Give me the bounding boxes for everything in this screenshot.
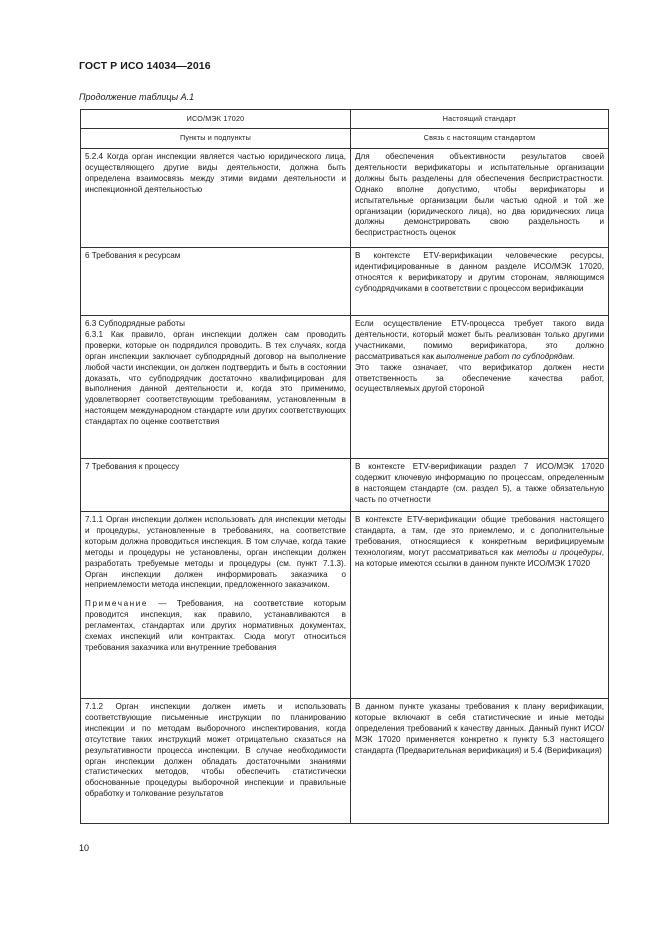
table-row — [81, 699, 609, 824]
cell-text — [355, 319, 604, 363]
note-label: Примечание — [85, 599, 149, 609]
document-title: ГОСТ Р ИСО 14034—2016 — [79, 60, 211, 72]
cell-text-emphasis: выполнение работ по субподрядам. — [436, 351, 575, 361]
row-right-7 — [351, 459, 609, 512]
cell-text: В данном пункте указаны требования к плану верификации, которые включают в себя статистические и иные методы определения требований к качеству данных. Данный пункт ИСО/МЭК 17020 применяется конкретно к пункту 5.3 настоящего стандарта (Предварительная верификация) и 5.4 (Верификация) — [355, 702, 604, 755]
cell-text-part: , на которые имеются ссылки в данном пункте ИСО/МЭК 17020 — [355, 547, 604, 568]
table-row — [81, 512, 609, 699]
row-left-5-2-4 — [81, 149, 351, 248]
table-subheader-row — [81, 129, 609, 149]
table-row — [81, 316, 609, 459]
cell-text: 5.2.4 Когда орган инспекции является частью юридического лица, осуществляющего другие виды деятельности, должна быть определена взаимосвязь между этими видами деятельности и инспекционной деятельностью — [85, 152, 346, 194]
page-number: 10 — [79, 843, 90, 853]
cell-text — [355, 515, 604, 570]
row-right-7-1-1 — [351, 512, 609, 699]
table-row — [81, 459, 609, 512]
cell-text: 6.3.1 Как правило, орган инспекции должен сам проводить проверки, которые он подрядился проводить. В тех случаях, когда орган инспекции заключает субподрядный договор на выполнение любой части инспекции, он должен подтвердить и быть в состоянии доказать, что субподрядчик достаточно квалифицирован для выполнения данной деятельности и, когда это применимо, удовлетворяет соответствующим требованиям, установленным в настоящем международном стандарте или других соответствующих стандартах по оценке соответствия — [85, 329, 346, 427]
cell-text: Для обеспечения объективности результатов своей деятельности верификаторы и испытательные организации должны быть разделены для обеспечения беспристрастности. Однако вполне допустимо, чтобы верификаторы и испытательные организации были частью одной и той же организации (юридического лица), но два юридических лица должны демонстрировать свою раздельность и беспристрастность оценок — [355, 152, 604, 238]
row-left-7-1-2 — [81, 699, 351, 824]
table-row — [81, 149, 609, 248]
cell-text: 7.1.1 Орган инспекции должен использовать для инспекции методы и процедуры, установленные в требованиях, на соответствие которым должна проводиться инспекция. В том случае, когда такие методы и процедуры не установлены, орган инспекции должен разработать требуемые методы и процедуры (см. пункт 7.1.3). Орган инспекции должен информировать заказчика о неприемлемости метода инспекции, предложенного заказчиком. — [85, 515, 346, 590]
cell-text-part: В контексте ETV-верификации общие требования настоящего стандарта, а там, где это приемлемо, и с дополнительные требования, относящиеся к конкретным верифицируемым технологиям, могут рассматриваться как — [355, 515, 604, 557]
row-right-7-1-2 — [351, 699, 609, 824]
table-row — [81, 248, 609, 316]
cell-text: В контексте ETV-верификации человеческие ресурсы, идентифицированные в данном разделе ИСО/МЭК 17020, относятся к верификатору и другим сторонам, являющимся субподрядчиками в соответствии с процессом верификации — [355, 251, 604, 293]
subheader-clauses: Пункты и подпункты — [81, 129, 351, 149]
cell-note — [85, 599, 346, 654]
table-caption: Продолжение таблицы А.1 — [79, 92, 195, 102]
cell-text-emphasis: методы и процедуры — [516, 547, 602, 557]
row-right-6-3 — [351, 316, 609, 459]
cell-text: В контексте ETV-верификации раздел 7 ИСО/МЭК 17020 содержит ключевую информацию по процессам, определенным в настоящем стандарте (см. раздел 5), а также обязательную часть по отчетности — [355, 462, 604, 504]
cell-text: Это также означает, что верификатор должен нести ответственность за обеспечение качества работ, осуществляемых другой стороной — [355, 362, 604, 394]
row-left-6 — [81, 248, 351, 316]
row-right-6 — [351, 248, 609, 316]
cell-title: 6.3 Субподрядные работы — [85, 319, 185, 328]
cell-text: 7.1.2 Орган инспекции должен иметь и использовать соответствующие письменные инструкции по планированию инспекции и по методам выборочного инспектирования, когда отсутствие таких инструкций может отрицательно сказаться на результативности процесса инспекции. В случае необходимости орган инспекции должен обладать достаточными знаниями статистических методов, чтобы обеспечить статистически обоснованные процедуры выборочной инспекции и правильные обработку и толкование результатов — [85, 702, 346, 799]
row-right-5-2-4 — [351, 149, 609, 248]
table-header-row — [81, 110, 609, 129]
row-left-7 — [81, 459, 351, 512]
row-left-6-3 — [81, 316, 351, 459]
cell-text-part: Если осуществление ETV-процесса требует такого вида деятельности, который может быть реализован только другими участниками, помимо верификатора, это должно рассматриваться как — [355, 319, 604, 361]
header-this-standard: Настоящий стандарт — [351, 110, 609, 129]
note-text: — Требования, на соответствие которым проводится инспекция, как правило, устанавливаются в регламентах, стандартах или других нормативных документах, схемах инспекций или контрактах. Сюда могут относиться требования заказчика или внутренние требования — [85, 599, 346, 652]
row-left-7-1-1 — [81, 512, 351, 699]
header-iso-17020: ИСО/МЭК 17020 — [81, 110, 351, 129]
cell-text: 7 Требования к процессу — [85, 462, 180, 471]
subheader-relation: Связь с настоящим стандартом — [351, 129, 609, 149]
cell-text: 6 Требования к ресурсам — [85, 251, 181, 260]
comparison-table — [80, 109, 609, 824]
